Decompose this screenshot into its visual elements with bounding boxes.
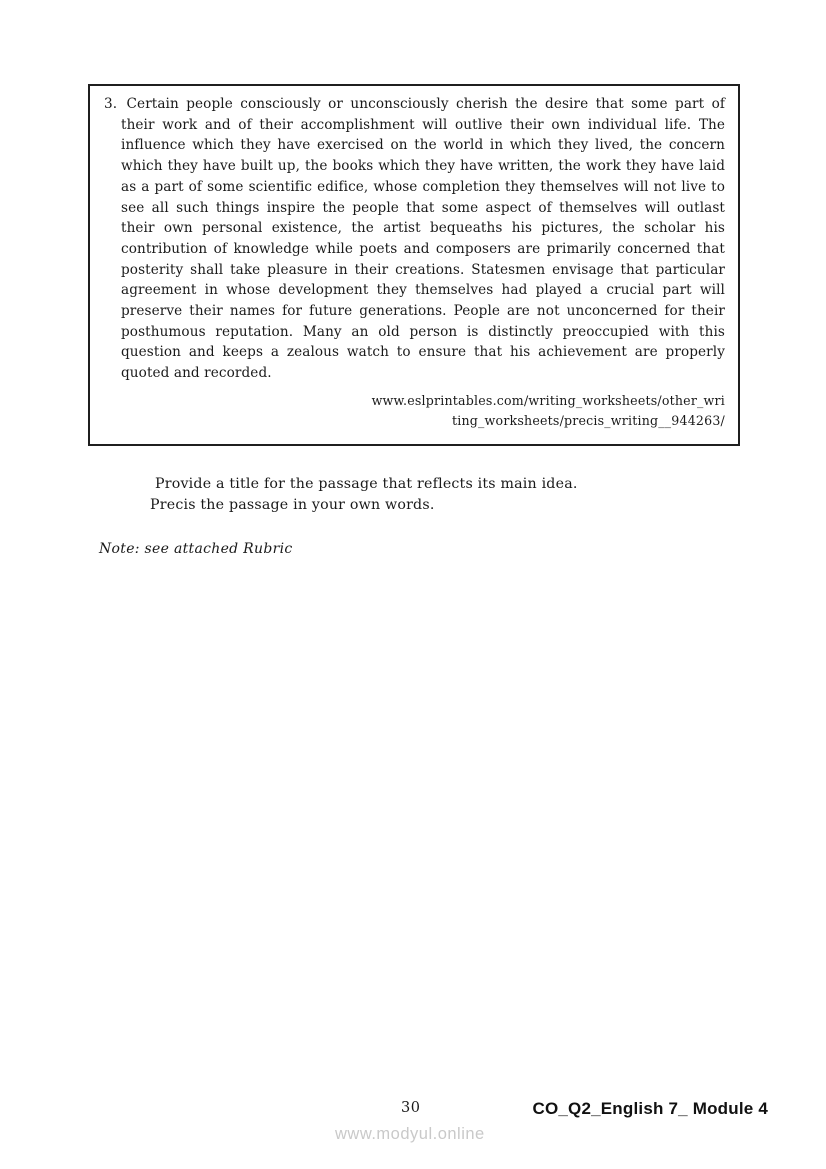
passage-box: [88, 84, 740, 446]
citation-line-1: www.eslprintables.com/writing_worksheets/other_wri: [371, 392, 725, 408]
citation-line-2: ting_worksheets/precis_writing__944263/: [452, 412, 725, 428]
source-citation: [104, 391, 725, 431]
instruction-title-task: Provide a title for the passage that reflects its main idea.: [155, 476, 578, 492]
passage-text: Certain people consciously or unconsciously cherish the desire that some part of their work and of their accomplishment will outlive their own individual life. The influence which they have exercised on the world in which they lived, the concern which they have built up, the books which they have written, the work they have laid as a part of some scientific edifice, whose completion they themselves will not live to see all such things inspire the people that some aspect of themselves will outlast their own personal existence, the artist bequeaths his pictures, the scholar his contribution of knowledge while poets and composers are primarily concerned that posterity shall take pleasure in their creations. Statesmen envisage that particular agreement in whose development they themselves had played a crucial part will preserve their names for future generations. People are not unconcerned for their posthumous reputation. Many an old person is distinctly preoccupied with this question and keeps a zealous watch to ensure that his achievement are properly quoted and recorded.: [121, 96, 725, 382]
task-instructions: [150, 474, 578, 515]
passage-paragraph: [104, 94, 725, 384]
rubric-note: Note: see attached Rubric: [99, 541, 293, 557]
instruction-precis-task: Precis the passage in your own words.: [150, 496, 435, 513]
page-number: 30: [401, 1100, 421, 1116]
passage-item-number: 3.: [104, 96, 118, 112]
module-footer-title: CO_Q2_English 7_ Module 4: [532, 1099, 768, 1118]
site-watermark: www.modyul.online: [335, 1125, 485, 1143]
